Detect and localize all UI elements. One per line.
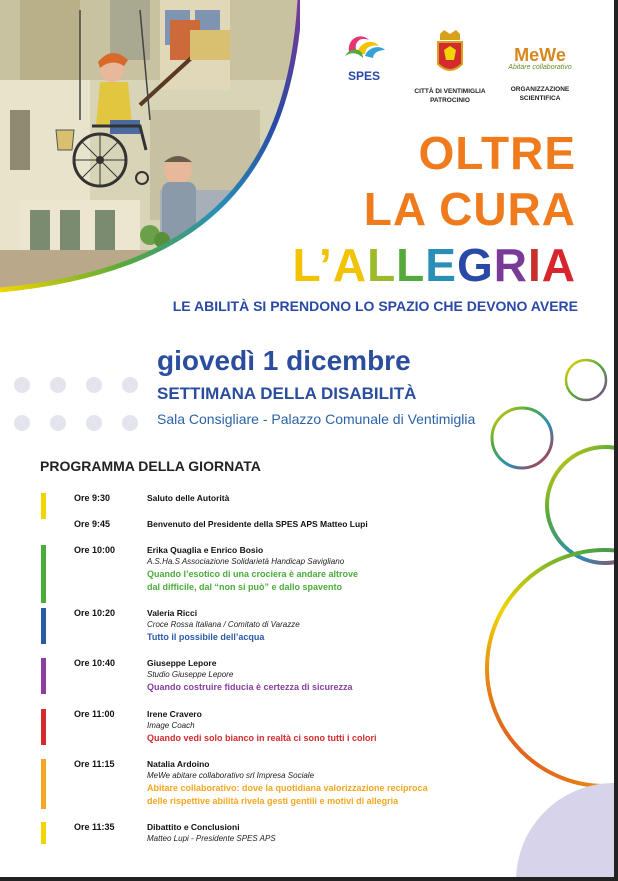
programme-talk-title: Quando vedi solo bianco in realtà ci sono tutti i colori (147, 733, 377, 743)
programme-time: Ore 11:00 (74, 709, 115, 719)
programme-talk-title-cont: delle rispettive abilità rivela gesti gentili e motivi di allegria (147, 796, 399, 806)
headline-letter: L’ (292, 239, 333, 291)
programme-speaker: Natalia Ardoino (147, 759, 210, 769)
programme-color-bar (41, 658, 46, 694)
programme-speaker: Saluto delle Autorità (147, 493, 230, 503)
programme-color-bar (41, 709, 46, 745)
event-date: giovedì 1 dicembre (157, 345, 411, 376)
programme-title: PROGRAMMA DELLA GIORNATA (40, 458, 261, 474)
programme-speaker: Dibattito e Conclusioni (147, 822, 240, 832)
programme-color-bar (41, 519, 46, 539)
mewe-wordmark: MeWe (514, 45, 566, 65)
city-caption-2: PATROCINIO (430, 97, 470, 104)
spes-wordmark: SPES (347, 69, 380, 83)
headline-letter: R (493, 239, 528, 291)
frame-bottom (0, 877, 618, 881)
programme-time: Ore 10:40 (74, 658, 116, 668)
programme-time: Ore 11:35 (74, 822, 115, 832)
programme-time: Ore 9:45 (74, 519, 111, 529)
programme-speaker: Giuseppe Lepore (147, 658, 217, 668)
programme-organisation: Studio Giuseppe Lepore (147, 670, 234, 679)
headline-line-3 (292, 239, 576, 291)
programme-time: Ore 9:30 (74, 493, 111, 503)
programme-time: Ore 10:00 (74, 545, 116, 555)
spes-swirl-icon (339, 30, 389, 64)
programme-time: Ore 10:20 (74, 608, 116, 618)
mewe-caption-1: ORGANIZZAZIONE (510, 86, 570, 93)
programme-speaker: Valeria Ricci (147, 608, 198, 618)
city-crest-logo (410, 30, 490, 105)
programme-speaker: Erika Quaglia e Enrico Bosio (147, 545, 264, 555)
programme-organisation: Croce Rossa Italiana / Comitato di Varazze (147, 620, 300, 629)
decorative-rainbow-circles (440, 350, 614, 881)
headline-letter: L (367, 239, 397, 291)
headline-letter: A (541, 239, 576, 291)
headline-line-2: LA CURA (363, 183, 576, 235)
programme-speaker: Benvenuto del Presidente della SPES APS Matteo Lupi (147, 519, 368, 529)
city-caption-1: CITTÀ DI VENTIMIGLIA (414, 88, 486, 95)
programme-talk-title: Quando costruire fiducia è certezza di sicurezza (147, 682, 353, 692)
programme-talk-title: Abitare collaborativo: dove la quotidiana valorizzazione reciproca (147, 783, 428, 793)
programme-talk-title-cont: dal difficile, dal “non si può” e dallo spavento (147, 582, 343, 592)
event-venue: Sala Consigliare - Palazzo Comunale di Ventimiglia (157, 411, 476, 427)
headline-letter: I (527, 239, 542, 291)
decorative-dots (12, 377, 152, 452)
wheelchair-painter-illustration (0, 0, 300, 300)
programme-speaker: Irene Cravero (147, 709, 202, 719)
mewe-logo (500, 46, 580, 103)
headline-subtitle: LE ABILITÀ SI PRENDONO LO SPAZIO CHE DEVONO AVERE (172, 298, 578, 314)
mewe-tagline: Abitare collaborativo (508, 64, 572, 71)
headline-line-1: OLTRE (418, 127, 576, 179)
programme-organisation: A.S.Ha.S Associazione Solidarietà Handicap Savigliano (147, 557, 345, 566)
programme-color-bar (41, 545, 46, 603)
mewe-caption-2: SCIENTIFICA (519, 95, 561, 102)
headline-letter: L (396, 239, 426, 291)
headline-letter: A (332, 239, 368, 291)
programme-talk-title: Tutto il possibile dell’acqua (147, 632, 265, 642)
headline-letter: E (425, 239, 457, 291)
programme-time: Ore 11:15 (74, 759, 115, 769)
event-week: SETTIMANA DELLA DISABILITÀ (157, 384, 417, 403)
spes-logo (334, 30, 394, 83)
programme-organisation: Matteo Lupi - Presidente SPES APS (147, 834, 276, 843)
programme-color-bar (41, 822, 46, 844)
crest-icon (434, 30, 466, 82)
programme-color-bar (41, 608, 46, 644)
programme-talk-title: Quando l’esotico di una crociera è andare altrove (147, 569, 359, 579)
headline-letter: G (456, 239, 494, 291)
frame-right (614, 0, 618, 881)
programme-color-bar (41, 759, 46, 809)
programme-organisation: Image Coach (147, 721, 195, 730)
programme-organisation: MeWe abitare collaborativo srl Impresa Sociale (147, 771, 315, 780)
